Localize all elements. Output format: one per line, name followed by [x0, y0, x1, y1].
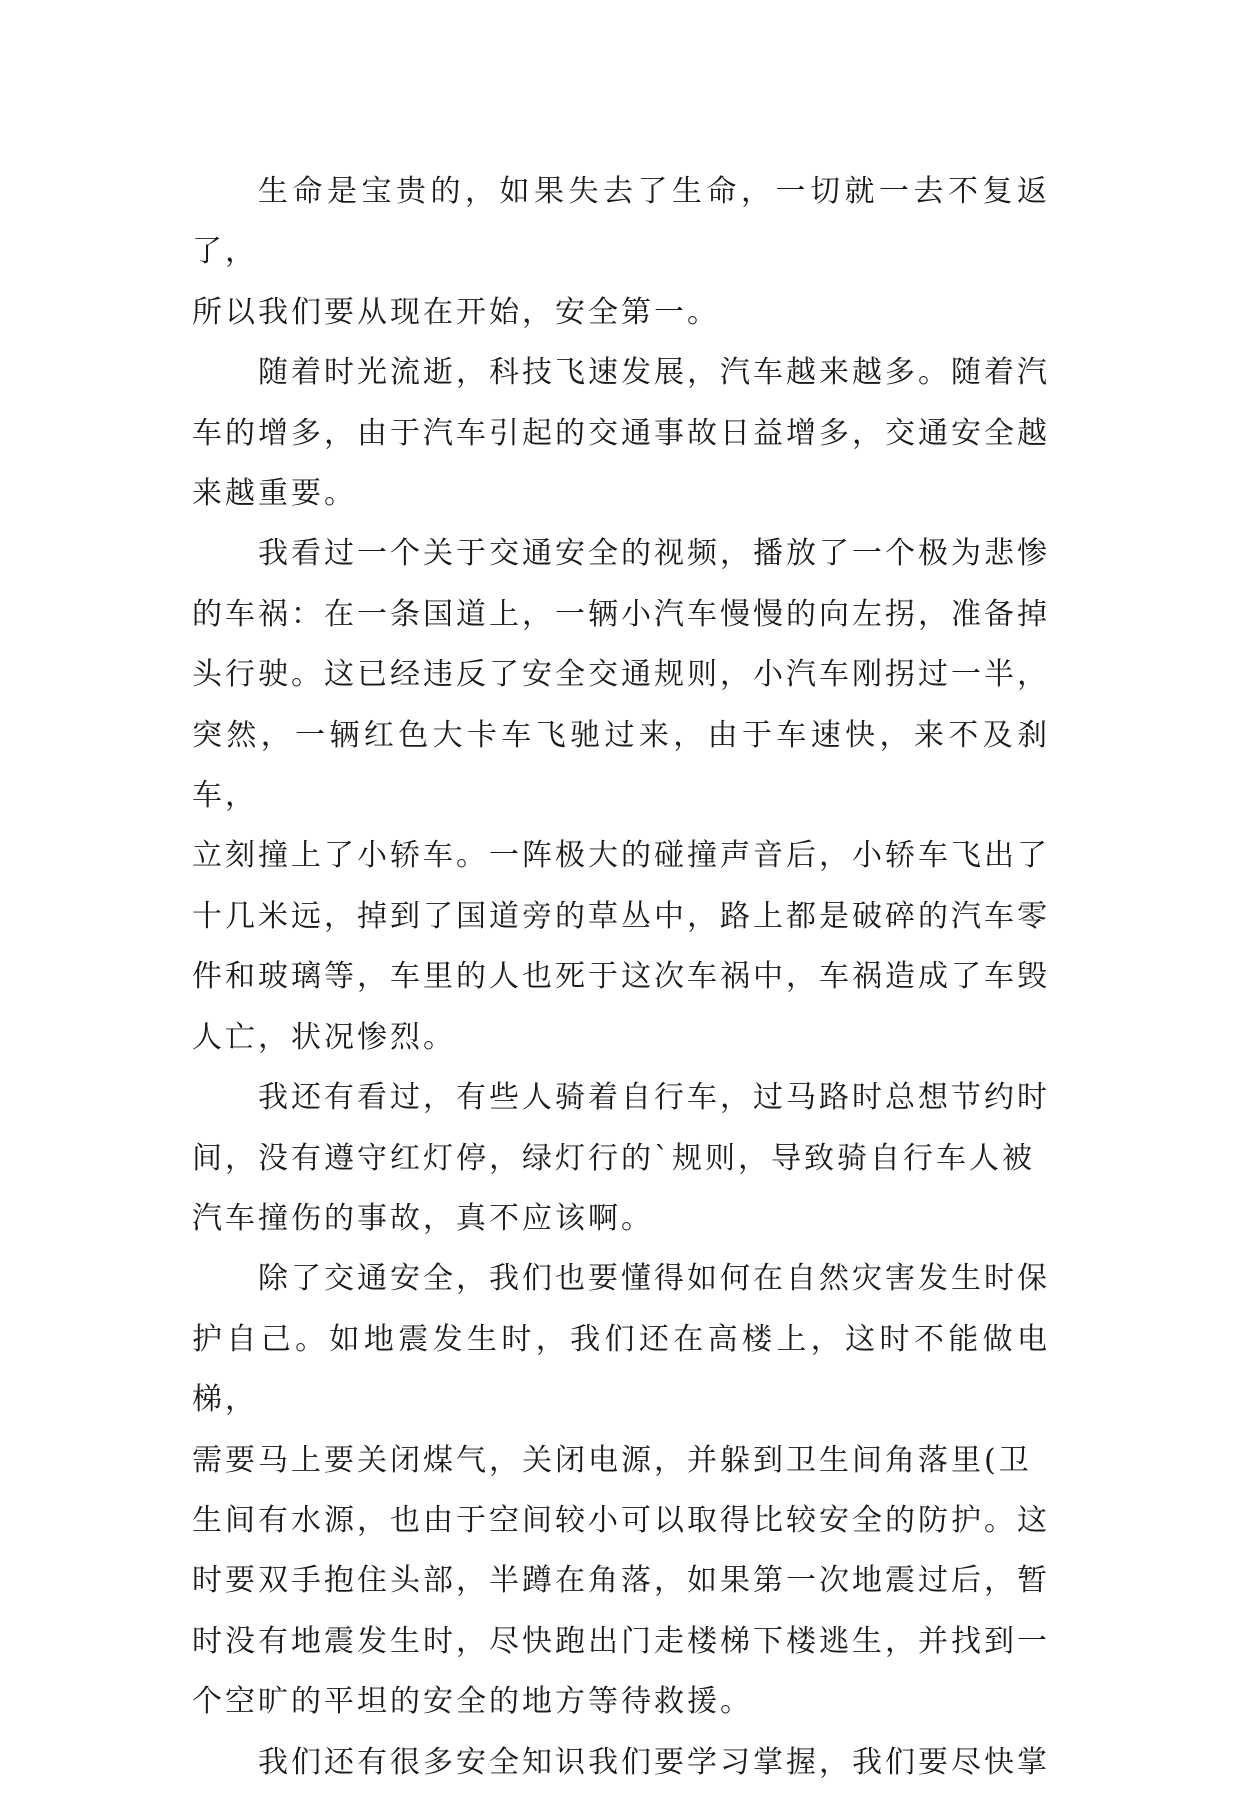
paragraph-1: 生命是宝贵的，如果失去了生命，一切就一去不复返了， 所以我们要从现在开始，安全第一。 [192, 174, 1050, 330]
paragraph-5: 除了交通安全，我们也要懂得如何在自然灾害发生时保 护自己。如地震发生时，我们还在高楼上，这时不能做电梯， 需要马上要关闭煤气，关闭电源，并躲到卫生间角落里(卫 生间有水源，也由于空间较小可以取得比较安全的防护。这 时要双手抱住头部，半蹲在角落，如果第一次地震过后，暂 时没有地震发生时，尽快跑出门走楼梯下楼逃生，并找到一 个空旷的平坦的安全的地方等待救援。 [192, 1261, 1050, 1720]
paragraph-4: 我还有看过，有些人骑着自行车，过马路时总想节约时 间，没有遵守红灯停，绿灯行的`规则，导致骑自行车人被 汽车撞伤的事故，真不应该啊。 [192, 1080, 1050, 1236]
document-body [192, 162, 1050, 1793]
paragraph-2: 随着时光流逝，科技飞速发展，汽车越来越多。随着汽 车的增多，由于汽车引起的交通事故日益增多，交通安全越 来越重要。 [192, 355, 1050, 512]
paragraph-3: 我看过一个关于交通安全的视频，播放了一个极为悲惨 的车祸：在一条国道上，一辆小汽车慢慢的向左拐，准备掉 头行驶。这已经违反了安全交通规则，小汽车刚拐过一半， 突然，一辆红色大卡车飞驰过来，由于车速快，来不及刹车， 立刻撞上了小轿车。一阵极大的碰撞声音后，小轿车飞出了 十几米远，掉到了国道旁的草丛中，路上都是破碎的汽车零 件和玻璃等，车里的人也死于这次车祸中，车祸造成了车毁 人亡，状况惨烈。 [192, 536, 1050, 1055]
paragraph-6: 我们还有很多安全知识我们要学习掌握，我们要尽快掌 [258, 1744, 1050, 1780]
